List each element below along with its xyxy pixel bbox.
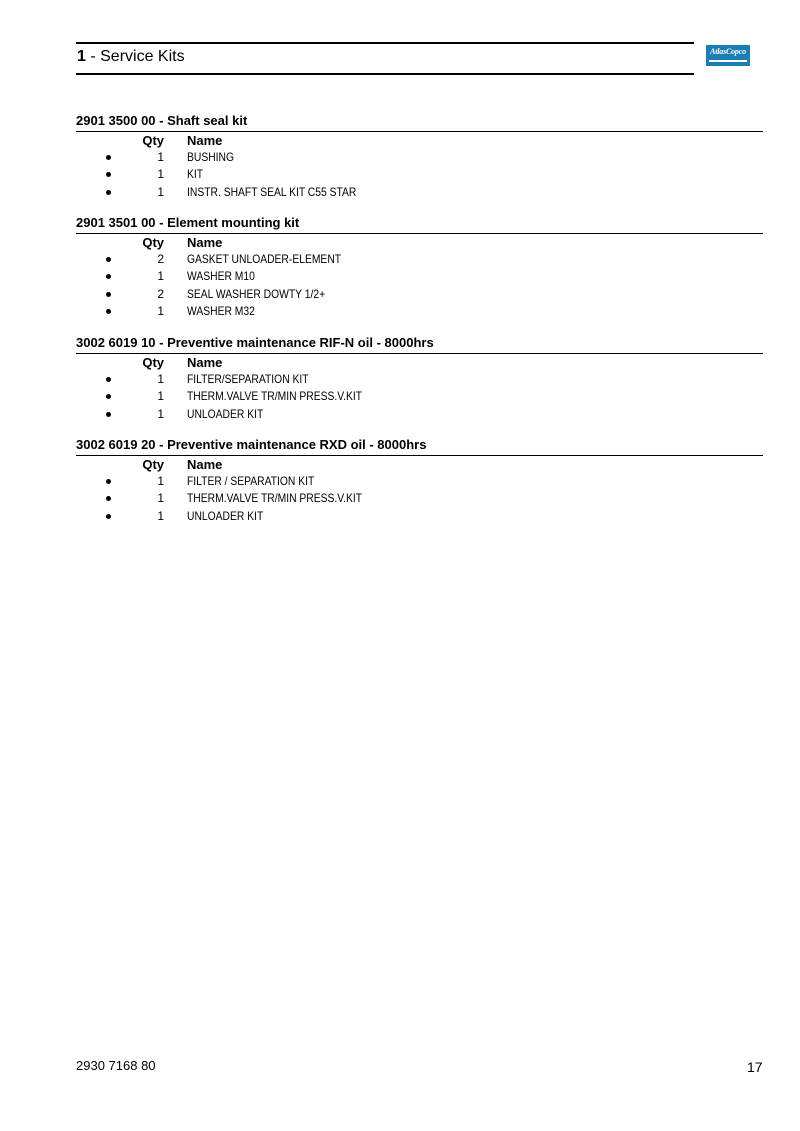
qty-header: Qty [142,355,164,370]
list-item [76,490,763,507]
item-name: THERM.VALVE TR/MIN PRESS.V.KIT [187,389,363,404]
list-item [76,149,763,166]
kit-section [76,335,763,423]
page-number: 17 [747,1059,763,1075]
item-name: GASKET UNLOADER-ELEMENT [187,252,342,266]
page-title [77,48,185,66]
list-item [76,508,763,525]
qty-header: Qty [142,235,164,250]
item-qty: 1 [157,167,164,182]
column-header [76,234,763,251]
item-name: THERM.VALVE TR/MIN PRESS.V.KIT [187,491,363,506]
item-qty: 1 [157,508,164,523]
name-header: Name [187,457,223,472]
list-item [76,388,763,405]
name-header: Name [187,235,223,250]
kit-title: 2901 3500 00 - Shaft seal kit [76,113,763,132]
item-qty: 1 [157,389,164,404]
chapter-number: 1 [77,48,86,65]
logo-underline [709,60,747,62]
kit-section [76,113,763,201]
item-qty: 1 [157,150,164,164]
atlas-copco-logo [706,45,750,66]
page-header [76,42,694,75]
list-item [76,473,763,490]
document-number: 2930 7168 80 [76,1058,156,1073]
item-name: FILTER / SEPARATION KIT [187,474,315,488]
kit-section [76,437,763,525]
item-qty: 1 [157,372,164,386]
kit-title: 3002 6019 10 - Preventive maintenance RIF-N oil - 8000hrs [76,335,763,354]
kit-title: 2901 3501 00 - Element mounting kit [76,215,763,234]
list-item [76,251,763,268]
item-name: INSTR. SHAFT SEAL KIT C55 STAR [187,184,357,199]
item-name: WASHER M10 [187,269,255,284]
list-item [76,268,763,285]
item-qty: 1 [157,406,164,421]
item-qty: 2 [157,252,164,266]
list-item [76,166,763,183]
list-item [76,184,763,201]
chapter-title: - Service Kits [85,48,185,65]
name-header: Name [187,133,223,148]
logo-text: AtlasCopco [710,47,746,56]
item-qty: 1 [157,269,164,284]
name-header: Name [187,355,223,370]
item-name: UNLOADER KIT [187,508,264,523]
list-item [76,371,763,388]
list-item [76,406,763,423]
column-header [76,456,763,473]
item-name: UNLOADER KIT [187,406,264,421]
item-name: BUSHING [187,150,235,164]
item-name: WASHER M32 [187,304,255,319]
item-qty: 1 [157,184,164,199]
item-name: SEAL WASHER DOWTY 1/2+ [187,286,326,301]
list-item [76,286,763,303]
list-item [76,303,763,320]
item-name: KIT [187,167,204,182]
column-header [76,132,763,149]
kit-section [76,215,763,321]
kit-title: 3002 6019 20 - Preventive maintenance RXD oil - 8000hrs [76,437,763,456]
item-qty: 2 [157,286,164,301]
item-qty: 1 [157,474,164,488]
column-header [76,354,763,371]
item-qty: 1 [157,304,164,319]
qty-header: Qty [142,133,164,148]
item-name: FILTER/SEPARATION KIT [187,372,309,386]
item-qty: 1 [157,491,164,506]
qty-header: Qty [142,457,164,472]
